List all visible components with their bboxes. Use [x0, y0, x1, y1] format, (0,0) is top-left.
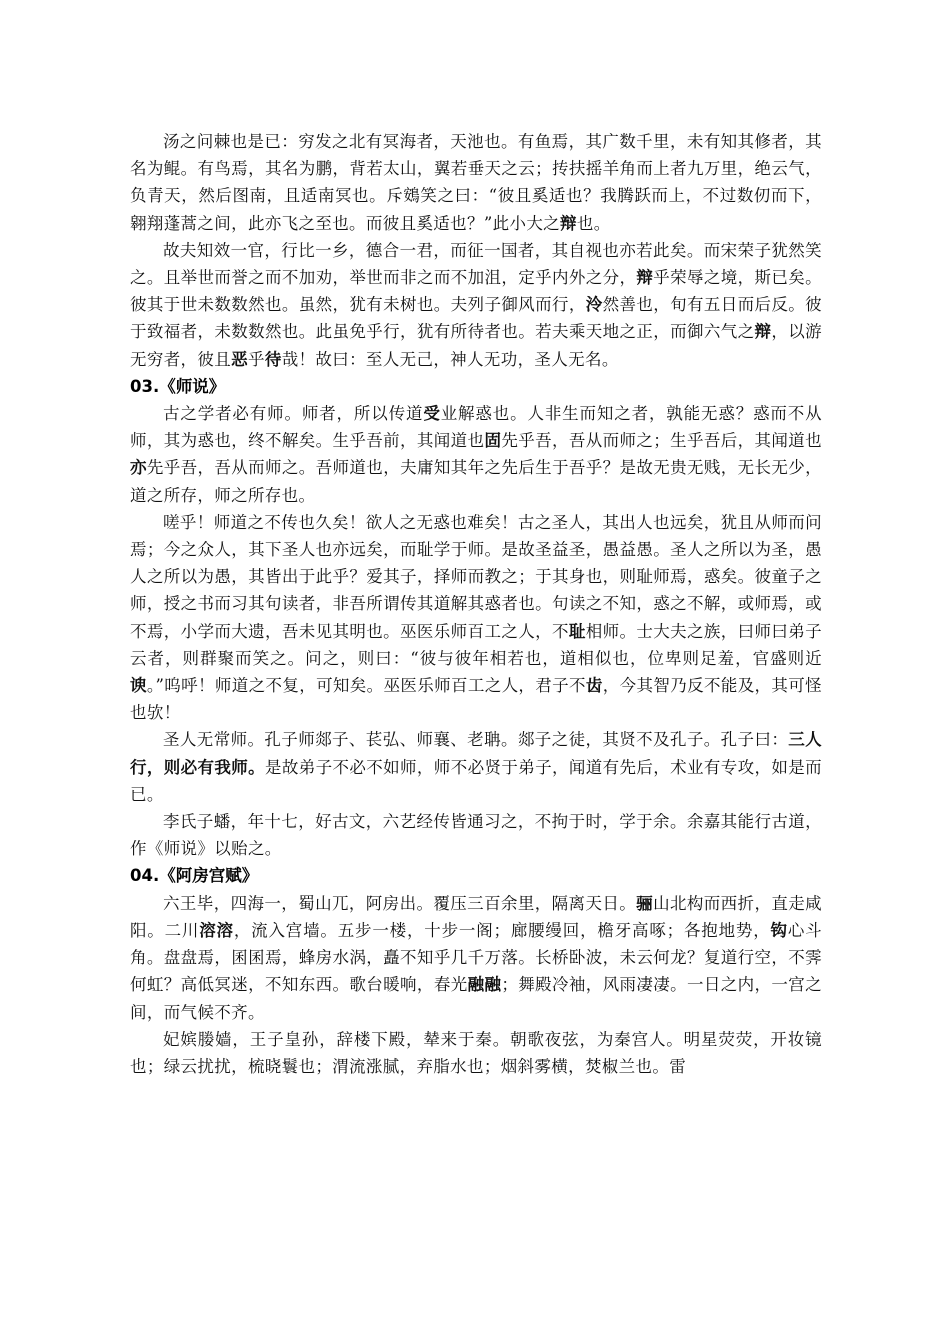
bold-term: 三人行，则必有我师。: [130, 730, 822, 777]
document-page: [130, 128, 822, 1080]
text-run: ，流入宫墙。五步一楼，十步一阁；廊腰缦回，檐牙高啄；各抱地势，: [233, 920, 771, 940]
bold-term: 溶溶: [199, 920, 234, 940]
text-run: 古之学者必有师。师者，所以传道: [163, 404, 424, 424]
bold-term: 辩: [754, 322, 772, 342]
paragraph: [130, 890, 822, 1026]
bold-term: 泠: [585, 295, 603, 315]
bold-term: 恶: [231, 349, 248, 369]
paragraph: [130, 808, 822, 862]
text-run: 。”呜呼！师道之不复，可知矣。巫医乐师百工之人，君子不: [146, 676, 586, 696]
text-run: 六王毕，四海一，蜀山兀，阿房出。覆压三百余里，隔离天日。: [163, 893, 637, 913]
bold-term: 辩: [560, 213, 577, 233]
text-run: 先乎吾，吾从而师之；生乎吾后，其闻道也: [501, 431, 822, 451]
paragraph: [130, 509, 822, 727]
text-run: 先乎吾，吾从而师之。吾师道也，夫庸知其年之先后生于吾乎？是故无贵无贱，无长无少，道之所存，师之所存也。: [130, 458, 823, 505]
text-run: 乎荣辱之境，斯已矣。彼其于世未数数然也。虽然，犹有未树也。夫列子御风而行，: [130, 268, 823, 315]
bold-term: 钩: [770, 920, 788, 940]
text-run: 哉！故曰：至人无己，神人无功，圣人无名。: [281, 349, 619, 369]
text-run: 也。: [576, 213, 611, 233]
text-run: ；舞殿冷袖，风雨凄凄。一日之内，一宫之间，而气候不齐。: [130, 975, 823, 1022]
text-run: 是故弟子不必不如师，师不必贤于弟子，闻道有先后，术业有专攻，如是而已。: [130, 757, 822, 804]
bold-term: 融融: [467, 975, 502, 995]
text-run: 相师。士大夫之族，曰师曰弟子云者，则群聚而笑之。问之，则曰：“彼与彼年相若也，道相似也，位卑则足羞，官盛则近: [130, 621, 822, 668]
text-run: ，今其智乃反不能及，其可怪也欤！: [130, 676, 823, 723]
section-heading: 04.《阿房宫赋》: [130, 866, 259, 886]
paragraph: [130, 1026, 822, 1080]
text-run: 然善也，旬有五日而后反。彼于致福者，未数数然也。此虽免乎行，犹有所待者也。若夫乘天地之正，而御六气之: [130, 295, 822, 342]
bold-term: 耻: [568, 621, 586, 641]
text-run: 乎: [247, 349, 265, 369]
bold-term: 齿: [585, 676, 603, 696]
paragraph: [130, 726, 822, 808]
bold-term: 辩: [636, 268, 654, 288]
text-run: 故夫知效一官，行比一乡，德合一君，而征一国者，其自视也亦若此矣。而宋荣子犹然笑之。且举世而誉之而不加劝，举世而非之而不加沮，定乎内外之分，: [130, 240, 822, 288]
text-run: 心斗角。盘盘焉，囷囷焉，蜂房水涡，矗不知乎几千万落。长桥卧波，未云何龙？复道行空，不霁何虹？高低冥迷，不知东西。歌台暖响，春光: [130, 920, 822, 995]
paragraph: [130, 128, 822, 237]
bold-term: 受: [423, 404, 441, 424]
bold-term: 谀: [130, 676, 147, 696]
bold-term: 骊: [636, 893, 654, 913]
text-run: 妃嫔媵嫱，王子皇孙，辞楼下殿，辇来于秦。朝歌夜弦，为秦宫人。明星荧荧，开妆镜也；绿云扰扰，梳晓鬟也；渭流涨腻，弃脂水也；烟斜雾横，焚椒兰也。雷: [130, 1029, 822, 1076]
section-heading: 03.《师说》: [130, 376, 226, 396]
text-run: 嗟乎！师道之不传也久矣！欲人之无惑也难矣！古之圣人，其出人也远矣，犹且从师而问焉；今之众人，其下圣人也亦远矣，而耻学于师。是故圣益圣，愚益愚。圣人之所以为圣，愚人之所以为愚，其皆出于此乎？爱其子，择师而教之；于其身也，则耻师焉，惑矣。彼童子之师，授之书而习其句读者，非吾所谓传其道解其惑者也。句读之不知，惑之不解，或师焉，或不焉，小学而大遗，吾未见其明也。巫医乐师百工之人，不: [130, 512, 822, 641]
text-run: 李氏子蟠，年十七，好古文，六艺经传皆通习之，不拘于时，学于余。余嘉其能行古道，作《师说》以贻之。: [130, 812, 822, 859]
text-run: 山北构而西折，直走咸阳。二川: [130, 893, 822, 940]
bold-term: 固: [484, 431, 502, 451]
text-run: 业解惑也。人非生而知之者，孰能无惑？惑而不从师，其为惑也，终不解矣。生乎吾前，其闻道也: [130, 404, 822, 451]
text-run: ，以游无穷者，彼且: [130, 322, 822, 369]
paragraph: [130, 237, 822, 373]
bold-term: 待: [264, 349, 282, 369]
paragraph: [130, 400, 822, 509]
text-run: 圣人无常师。孔子师郯子、苌弘、师襄、老聃。郯子之徒，其贤不及孔子。孔子曰：: [163, 730, 789, 750]
text-run: 汤之问棘也是已：穷发之北有冥海者，天池也。有鱼焉，其广数千里，未有知其修者，其名为鲲。有鸟焉，其名为鹏，背若太山，翼若垂天之云；抟扶摇羊角而上者九万里，绝云气，负青天，然后图南，且适南冥也。斥鴳笑之曰：“彼且奚适也？我腾跃而上，不过数仞而下，翱翔蓬蒿之间，此亦飞之至也。而彼且奚适也？”此小大之: [130, 132, 822, 233]
bold-term: 亦: [130, 458, 147, 478]
